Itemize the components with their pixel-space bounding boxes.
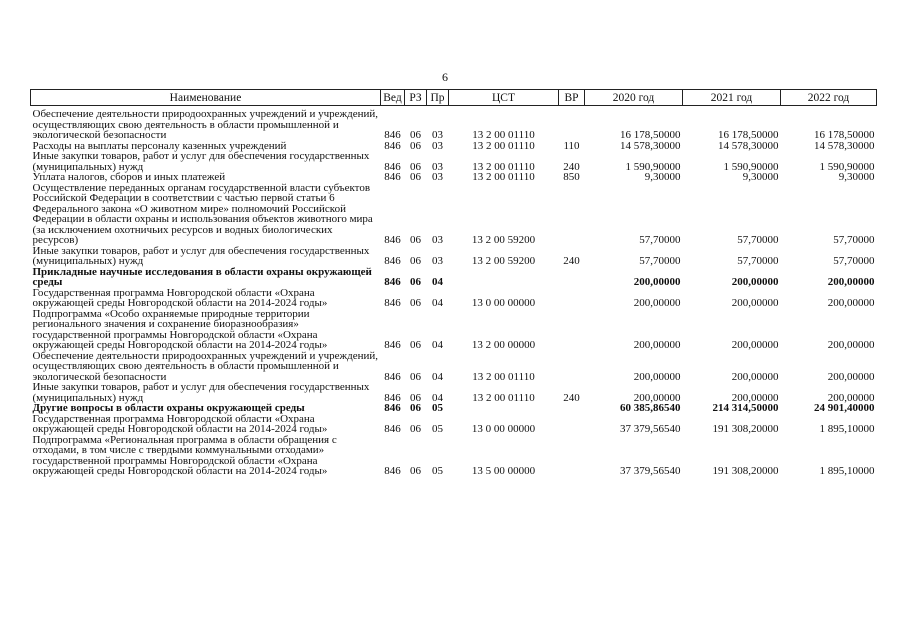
row-ved: 846 <box>384 255 401 267</box>
table-row <box>31 382 877 403</box>
table-row <box>31 435 877 477</box>
row-name: Подпрограмма «Региональная программа в области обращения с отходами, в том числе с твердыми коммунальными отходами» государственной программы Новгородской области «Охрана окружающей среды Новгородской области на 2014-2024 годы» <box>32 433 337 477</box>
row-vr: 240 <box>563 391 580 404</box>
row-rz: 06 <box>410 234 421 246</box>
row-2020: 37 379,56540 <box>620 423 681 435</box>
row-2022: 24 901,40000 <box>814 402 875 414</box>
row-cst: 13 2 00 00000 <box>471 339 536 351</box>
row-2020: 200,00000 <box>633 297 681 309</box>
table-row <box>31 309 877 351</box>
row-cst: 13 0 00 00000 <box>471 297 536 309</box>
row-vr: 240 <box>563 160 580 173</box>
row-2021: 200,00000 <box>731 339 779 351</box>
row-rz: 06 <box>410 297 421 309</box>
row-pr: 03 <box>432 234 443 246</box>
row-name: Расходы на выплаты персоналу казенных учреждений <box>32 139 287 152</box>
header-2022: 2022 год <box>781 90 877 106</box>
row-name: Иные закупки товаров, работ и услуг для обеспечения государственных (муниципальных) нужд <box>32 150 370 173</box>
row-2021: 9,30000 <box>742 171 779 183</box>
row-rz: 06 <box>410 465 421 477</box>
header-2020: 2020 год <box>585 90 683 106</box>
row-pr: 04 <box>432 297 443 309</box>
row-name: Обеспечение деятельности природоохранных учреждений и учреждений, осуществляющих свою деятельность в области промышленной и экологической безопасности <box>32 349 378 383</box>
row-pr: 04 <box>432 391 443 404</box>
header-cst: ЦСТ <box>449 90 559 106</box>
row-pr: 04 <box>432 370 443 383</box>
row-pr: 05 <box>432 465 443 477</box>
row-pr: 03 <box>432 139 443 152</box>
row-2021: 1 590,90000 <box>723 160 779 173</box>
row-vr <box>559 106 585 141</box>
table-row <box>31 351 877 383</box>
row-ved: 846 <box>384 297 401 309</box>
row-rz: 06 <box>410 255 421 267</box>
row-2020: 57,70000 <box>639 234 681 246</box>
row-vr: 850 <box>563 171 580 183</box>
row-vr <box>559 403 585 414</box>
row-cst: 13 2 00 01110 <box>472 391 535 404</box>
row-2021: 200,00000 <box>731 391 779 404</box>
table-header-row <box>31 90 877 106</box>
row-vr <box>559 288 585 309</box>
header-name: Наименование <box>31 90 381 106</box>
row-2022: 1 895,10000 <box>819 423 875 435</box>
table-row <box>31 183 877 246</box>
row-ved: 846 <box>384 234 401 246</box>
row-vr <box>559 267 585 288</box>
row-ved: 846 <box>384 160 401 173</box>
row-2021: 214 314,50000 <box>712 402 779 414</box>
row-cst <box>449 267 559 288</box>
row-rz: 06 <box>410 160 421 173</box>
row-cst: 13 2 00 59200 <box>471 234 536 246</box>
row-cst: 13 2 00 01110 <box>472 171 535 183</box>
row-cst: 13 2 00 01110 <box>472 139 535 152</box>
row-2020: 200,00000 <box>633 339 681 351</box>
row-name: Обеспечение деятельности природоохранных учреждений и учреждений, осуществляющих свою деятельность в области промышленной и экологической безопасности <box>32 108 378 141</box>
row-name: Государственная программа Новгородской области «Охрана окружающей среды Новгородской области на 2014-2024 годы» <box>32 286 328 309</box>
row-cst: 13 2 00 59200 <box>471 255 536 267</box>
row-rz: 06 <box>410 402 421 414</box>
row-name: Прикладные научные исследования в области охраны окружающей среды <box>32 265 372 288</box>
header-vr: ВР <box>559 90 585 106</box>
row-name: Иные закупки товаров, работ и услуг для обеспечения государственных (муниципальных) нужд <box>32 381 370 404</box>
row-2022: 14 578,30000 <box>814 139 875 152</box>
row-pr: 05 <box>432 423 443 435</box>
row-2022: 57,70000 <box>833 255 875 267</box>
row-2021: 200,00000 <box>731 370 779 383</box>
row-2020: 57,70000 <box>639 255 681 267</box>
row-cst: 13 5 00 00000 <box>471 465 536 477</box>
row-2020: 200,00000 <box>633 276 681 288</box>
row-pr: 03 <box>432 129 443 141</box>
row-vr: 110 <box>563 139 580 152</box>
row-cst: 13 2 00 01110 <box>472 370 535 383</box>
row-name: Осуществление переданных органам государственной власти субъектов Российской Федерации в соответствии с частью первой статьи 6 Федерального закона «О животном мире» полномочий Российской Федерации в области охраны и использования объектов животного мира (за исключением охотничьих ресурсов и водных биологических ресурсов) <box>32 181 373 246</box>
table-row <box>31 267 877 288</box>
row-rz: 06 <box>410 129 421 141</box>
row-2020: 16 178,50000 <box>620 129 681 141</box>
row-2022: 200,00000 <box>827 297 875 309</box>
row-cst: 13 2 00 01110 <box>472 160 535 173</box>
row-vr <box>559 183 585 246</box>
row-pr: 03 <box>432 160 443 173</box>
row-ved: 846 <box>384 339 401 351</box>
row-rz: 06 <box>410 339 421 351</box>
row-vr <box>559 309 585 351</box>
row-name: Подпрограмма «Особо охраняемые природные территории регионального значения и сохранение биоразнообразия» государственной программы Новгородской области «Охрана окружающей среды Новгородской области на 2014-2024 годы» <box>32 307 328 351</box>
row-rz: 06 <box>410 171 421 183</box>
row-pr: 05 <box>432 402 443 414</box>
row-2022: 57,70000 <box>833 234 875 246</box>
row-ved: 846 <box>384 370 401 383</box>
table-row <box>31 151 877 172</box>
table-row <box>31 288 877 309</box>
row-2021: 14 578,30000 <box>718 139 779 152</box>
row-2022: 200,00000 <box>827 370 875 383</box>
row-ved: 846 <box>384 139 401 152</box>
row-vr <box>559 414 585 435</box>
row-cst: 13 0 00 00000 <box>471 423 536 435</box>
row-ved: 846 <box>384 276 401 288</box>
row-rz: 06 <box>410 139 421 152</box>
row-2021: 200,00000 <box>731 276 779 288</box>
row-pr: 04 <box>432 276 443 288</box>
row-2021: 191 308,20000 <box>712 423 779 435</box>
row-2020: 1 590,90000 <box>625 160 681 173</box>
row-ved: 846 <box>384 391 401 404</box>
header-2021: 2021 год <box>683 90 781 106</box>
row-2022: 200,00000 <box>827 391 875 404</box>
row-name: Другие вопросы в области охраны окружающей среды <box>32 402 305 414</box>
row-2022: 1 895,10000 <box>819 465 875 477</box>
row-ved: 846 <box>384 465 401 477</box>
row-2021: 200,00000 <box>731 297 779 309</box>
row-2022: 16 178,50000 <box>814 129 875 141</box>
header-ved: Вед <box>381 90 405 106</box>
header-rz: РЗ <box>405 90 427 106</box>
row-pr: 03 <box>432 255 443 267</box>
row-vr: 240 <box>563 255 580 267</box>
row-ved: 846 <box>384 402 401 414</box>
page-number: 6 <box>442 70 448 84</box>
row-2022: 200,00000 <box>827 339 875 351</box>
row-name: Государственная программа Новгородской области «Охрана окружающей среды Новгородской области на 2014-2024 годы» <box>32 412 328 435</box>
row-name: Иные закупки товаров, работ и услуг для обеспечения государственных (муниципальных) нужд <box>32 244 370 267</box>
table-row <box>31 172 877 183</box>
row-2020: 200,00000 <box>633 370 681 383</box>
budget-table <box>30 89 877 477</box>
row-2022: 9,30000 <box>838 171 875 183</box>
row-2020: 60 385,86540 <box>620 402 681 414</box>
row-ved: 846 <box>384 129 401 141</box>
row-name: Уплата налогов, сборов и иных платежей <box>32 171 226 183</box>
row-vr <box>559 435 585 477</box>
row-vr <box>559 351 585 383</box>
row-2020: 9,30000 <box>644 171 681 183</box>
row-2020: 37 379,56540 <box>620 465 681 477</box>
row-2022: 1 590,90000 <box>819 160 875 173</box>
row-2021: 57,70000 <box>737 255 779 267</box>
row-ved: 846 <box>384 423 401 435</box>
table-row <box>31 106 877 141</box>
row-pr: 03 <box>432 171 443 183</box>
row-cst: 13 2 00 01110 <box>472 129 535 141</box>
table-row <box>31 414 877 435</box>
table-row <box>31 246 877 267</box>
row-2022: 200,00000 <box>827 276 875 288</box>
row-rz: 06 <box>410 276 421 288</box>
row-2021: 57,70000 <box>737 234 779 246</box>
header-pr: Пр <box>427 90 449 106</box>
row-pr: 04 <box>432 339 443 351</box>
row-2021: 191 308,20000 <box>712 465 779 477</box>
row-2021: 16 178,50000 <box>718 129 779 141</box>
table-row <box>31 403 877 414</box>
row-cst <box>449 403 559 414</box>
row-rz: 06 <box>410 423 421 435</box>
row-2020: 14 578,30000 <box>620 139 681 152</box>
row-rz: 06 <box>410 391 421 404</box>
row-2020: 200,00000 <box>633 391 681 404</box>
row-rz: 06 <box>410 370 421 383</box>
row-ved: 846 <box>384 171 401 183</box>
